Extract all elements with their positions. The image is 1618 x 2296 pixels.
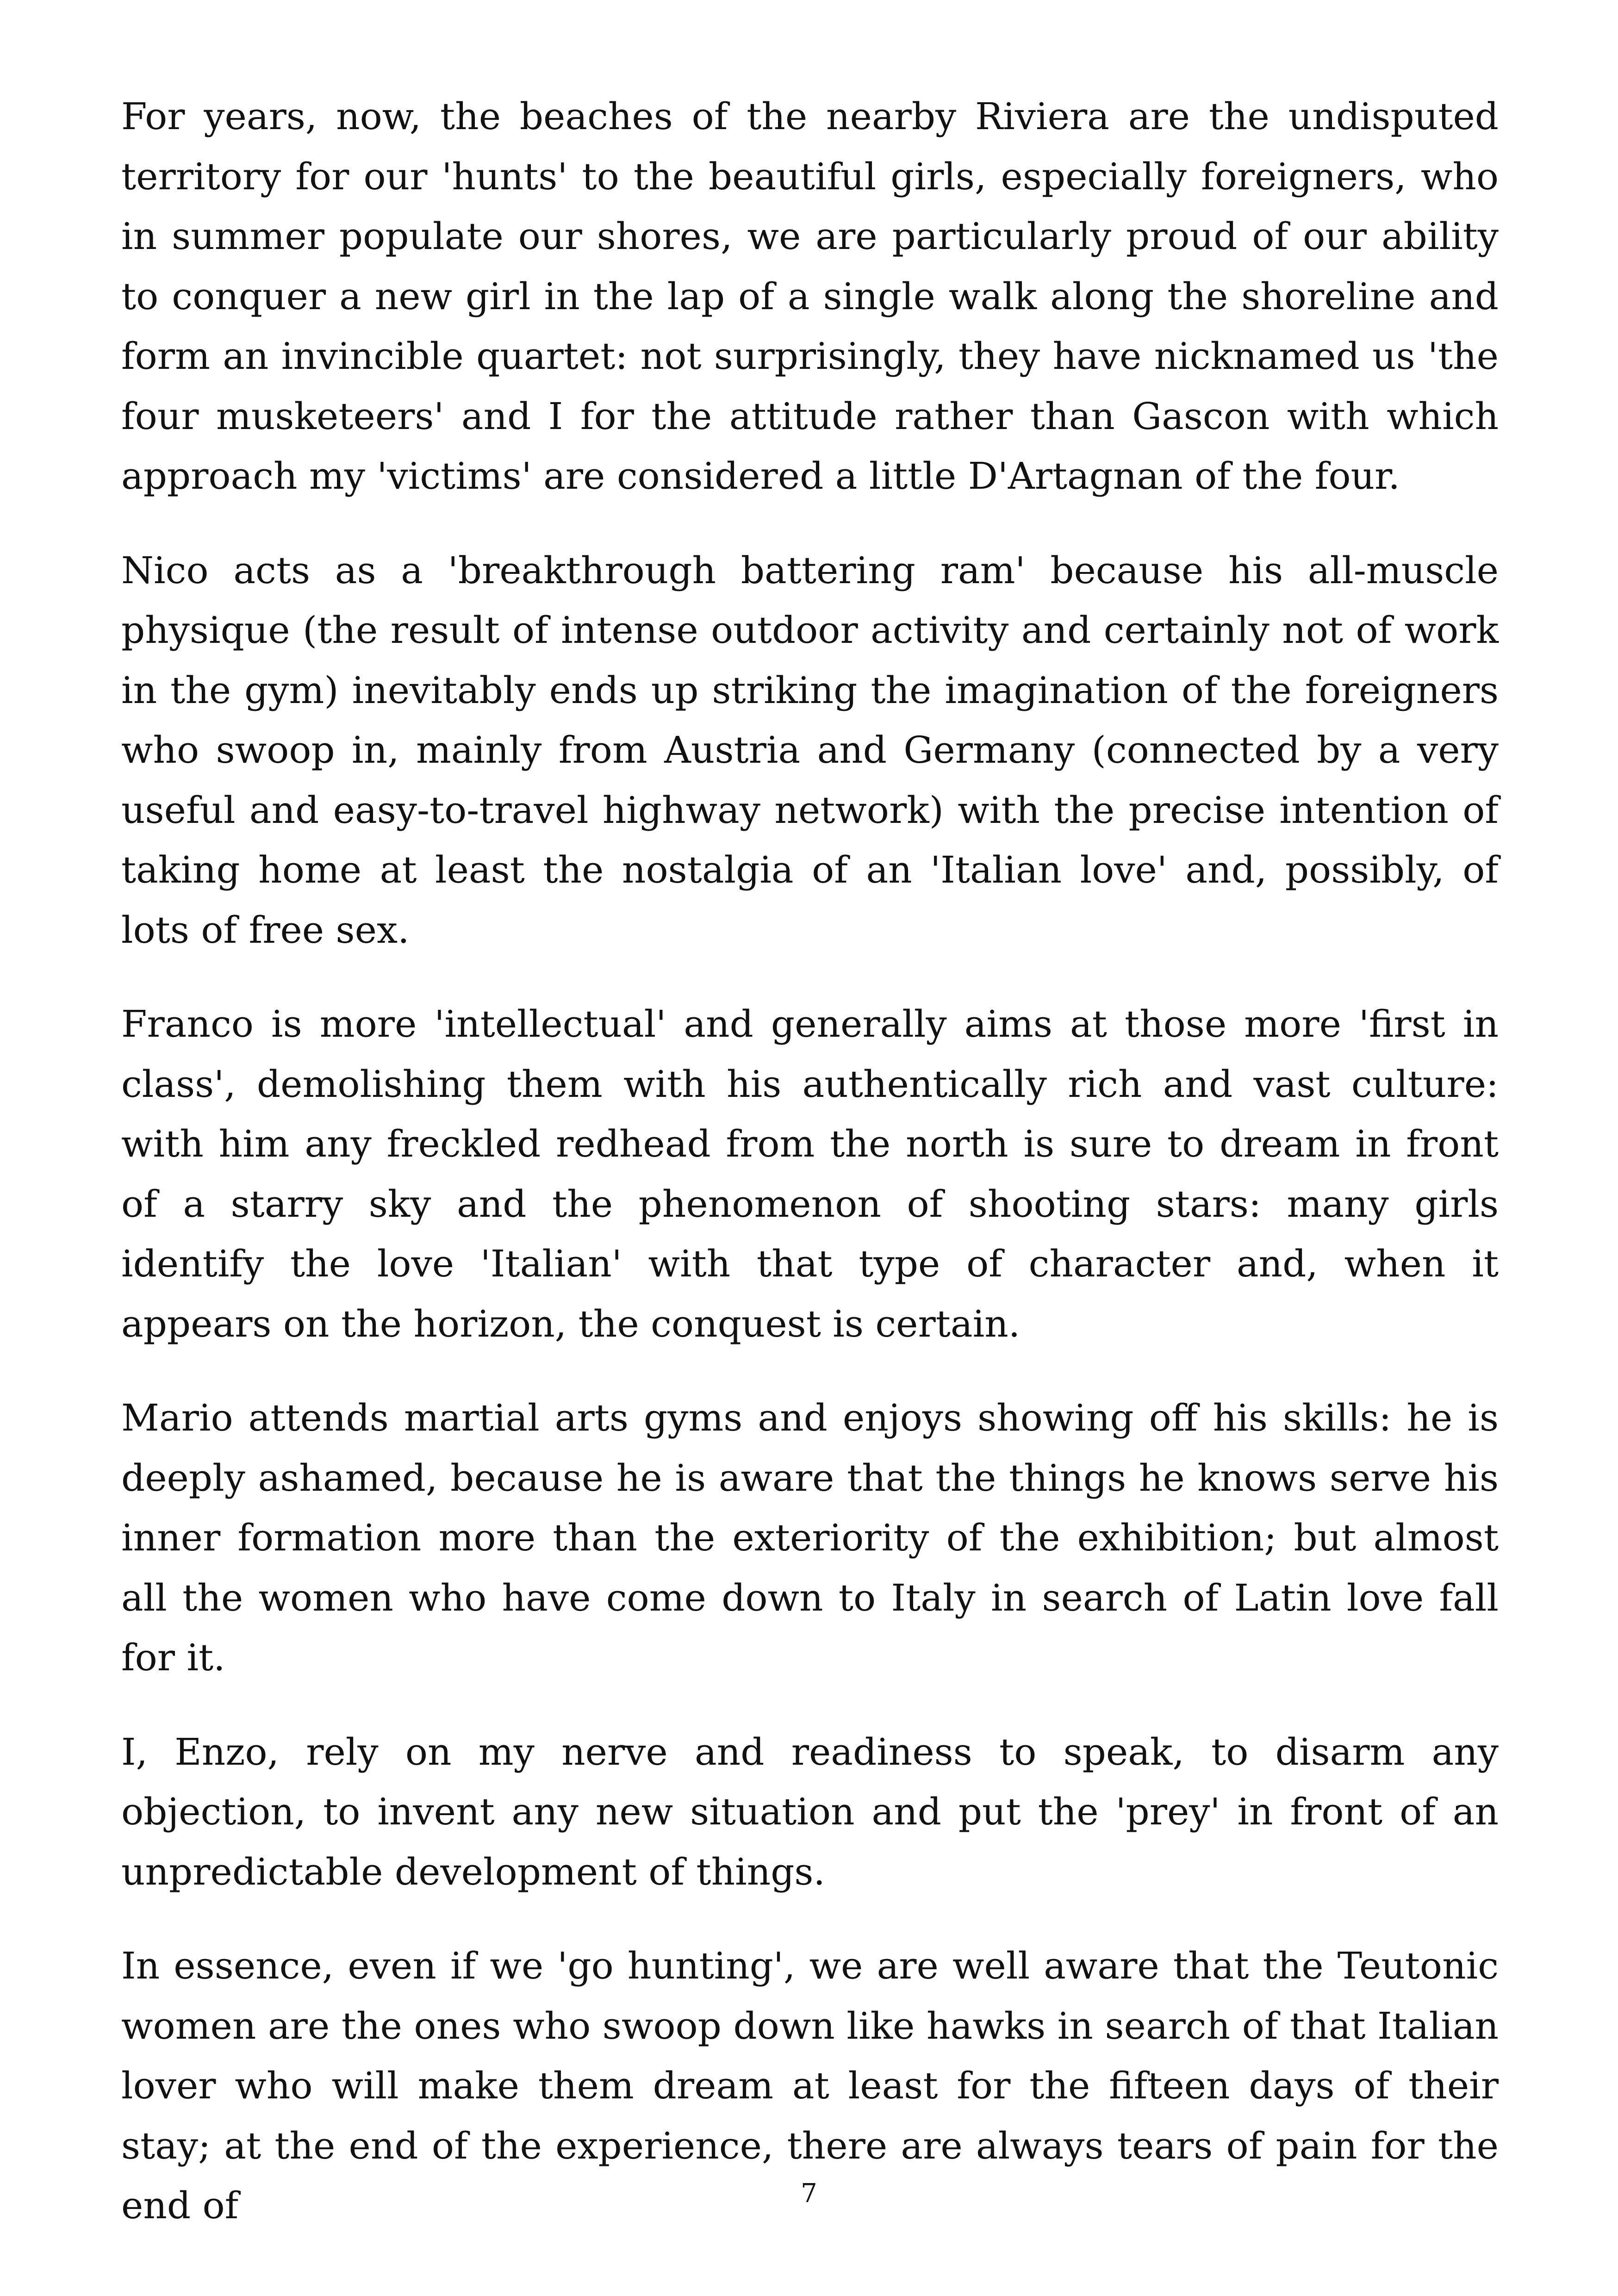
text-body: [121, 87, 1499, 2270]
page-number: 7: [801, 2178, 817, 2209]
paragraph: Franco is more 'intellectual' and generally aims at those more 'first in class', demolishing them with his authentically rich and vast culture: with him any freckled redhead from the north is sure to dream in front of a starry sky and the phenomenon of shooting stars: many girls identify the love 'Italian' with that type of character and, when it appears on the horizon, the conquest is certain.: [121, 1002, 1499, 1345]
paragraph: In essence, even if we 'go hunting', we are well aware that the Teutonic women are the ones who swoop down like hawks in search of that Italian lover who will make them dream at least for the fifteen days of their stay; at the end of the experience, there are always tears of pain for the end of: [121, 1944, 1499, 2227]
paragraph: Mario attends martial arts gyms and enjoys showing off his skills: he is deeply ashamed, because he is aware that the things he knows serve his inner formation more than the exteriority of the exhibition; but almost all the women who have come down to Italy in search of Latin love fall for it.: [121, 1396, 1499, 1679]
paragraph: For years, now, the beaches of the nearby Riviera are the undisputed territory for our 'hunts' to the beautiful girls, especially foreigners, who in summer populate our shores, we are particularly proud of our ability to conquer a new girl in the lap of a single walk along the shoreline and form an invincible quartet: not surprisingly, they have nicknamed us 'the four musketeers' and I for the attitude rather than Gascon with which approach my 'victims' are considered a little D'Artagnan of the four.: [121, 95, 1499, 498]
paragraph: I, Enzo, rely on my nerve and readiness to speak, to disarm any objection, to invent any new situation and put the 'prey' in front of an unpredictable development of things.: [121, 1730, 1499, 1893]
paragraph: Nico acts as a 'breakthrough battering ram' because his all-muscle physique (the result of intense outdoor activity and certainly not of work in the gym) inevitably ends up striking the imagination of the foreigners who swoop in, mainly from Austria and Germany (connected by a very useful and easy-to-travel highway network) with the precise intention of taking home at least the nostalgia of an 'Italian love' and, possibly, of lots of free sex.: [121, 548, 1499, 952]
